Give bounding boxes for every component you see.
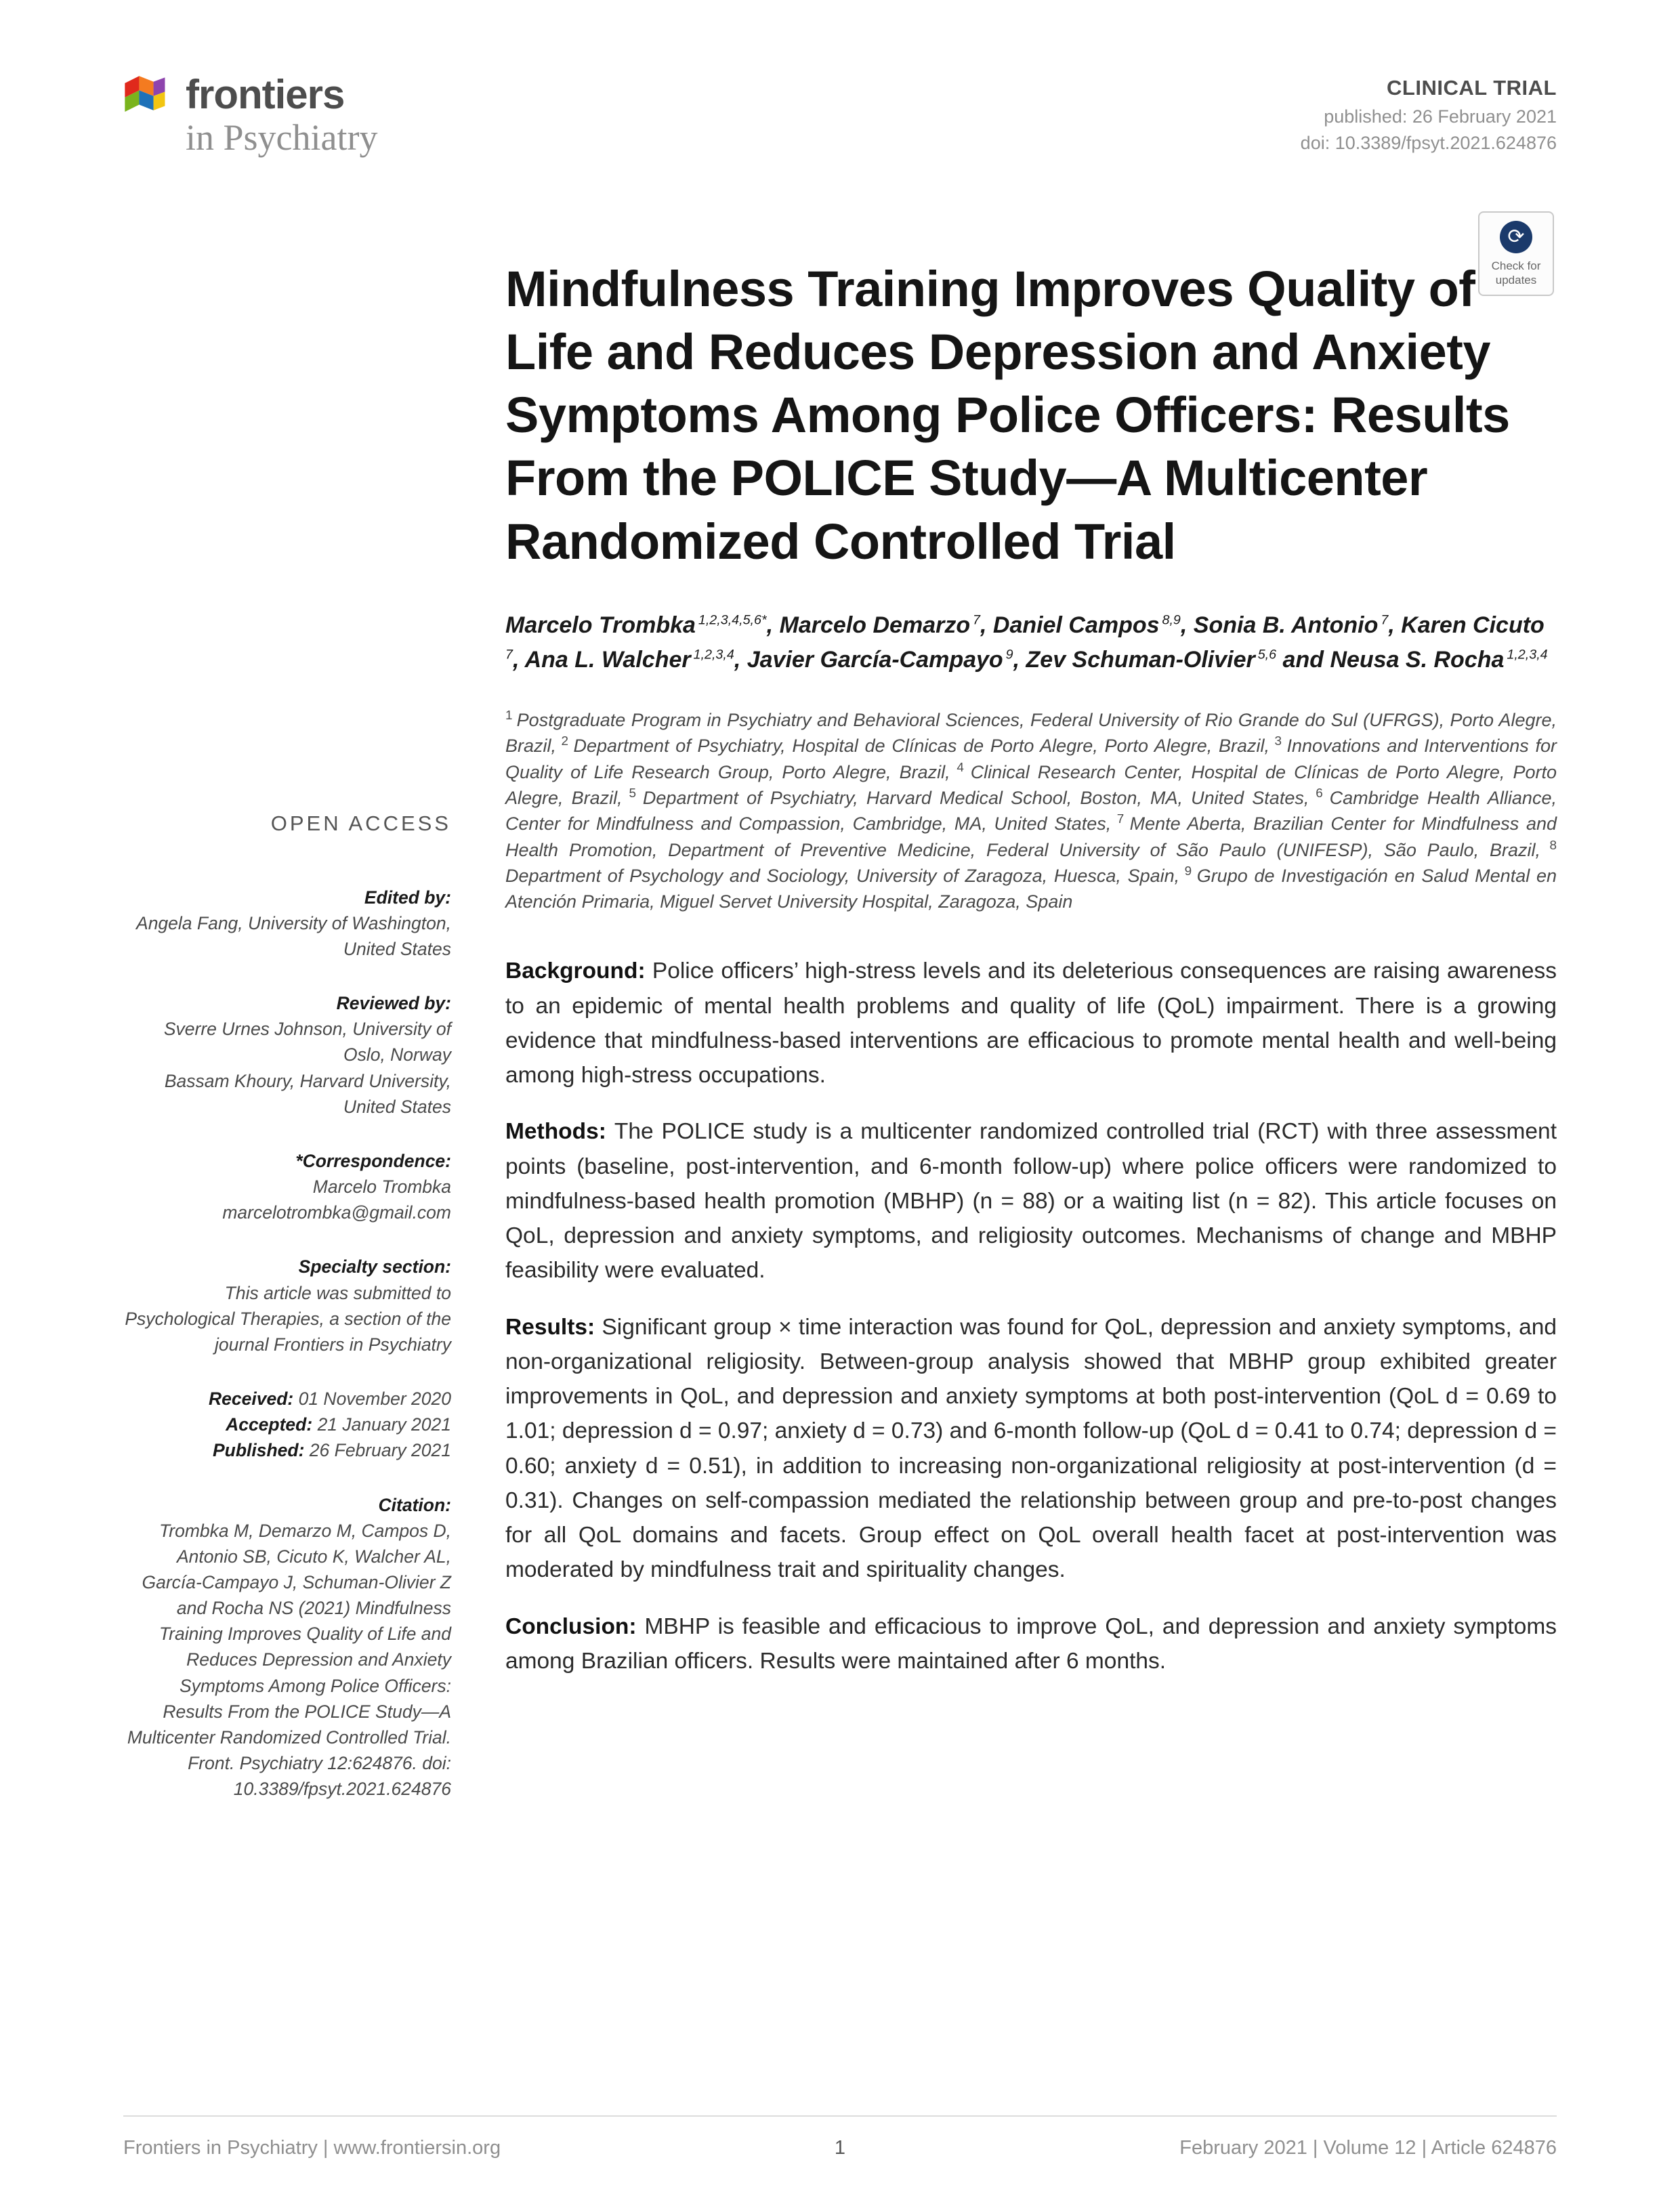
correspondence-block <box>121 1148 451 1225</box>
check-for-updates-label: Check for updates <box>1491 259 1541 287</box>
abstract <box>505 954 1557 1678</box>
citation-block <box>121 1492 451 1802</box>
abstract-paragraph: Methods: The POLICE study is a multicenter randomized controlled trial (RCT) with three assessment points (baseline, post-intervention, and 6-month follow-up) where police officers were randomized to mindfulness-based health promotion (MBHP) (n = 88) or a waiting list (n = 82). This article focuses on QoL, depression and anxiety symptoms, and religiosity outcomes. Mechanisms of change and MBHP feasibility were evaluated. <box>505 1119 1557 1284</box>
author-list: Marcelo Trombka $^{1,2,3,4,5,6*}$, Marcelo Demarzo $^7$, Daniel Campos $^{8,9}$, Sonia B. Antonio $^7$, Karen Cicuto $^7$, Ana L. Walcher $^{1,2,3,4}$, Javier García-Campayo $^9$, Zev Schuman-Olivier $^{5,6}$ and Neusa S. Rocha $^{1,2,3,4}$ <box>505 612 1548 673</box>
reviewer: Sverre Urnes Johnson, University of Oslo, Norway <box>163 1019 451 1065</box>
reviewer: Bassam Khoury, Harvard University, United States <box>164 1070 451 1117</box>
author-name: Marcelo Trombka $^{1,2,3,4,5,6*}$ <box>505 612 767 638</box>
specialty-section-label: Specialty section: <box>298 1256 451 1277</box>
correspondence-email[interactable]: marcelotrombka@gmail.com <box>222 1202 451 1223</box>
article-type-label: CLINICAL TRIAL <box>1387 76 1557 100</box>
journal-wordmark <box>186 73 377 157</box>
edited-by-label: Edited by: <box>364 887 451 908</box>
doi-line[interactable]: doi: 10.3389/fpsyt.2021.624876 <box>1300 133 1557 154</box>
author-name: Sonia B. Antonio $^7$ <box>1193 612 1389 638</box>
received-value: 01 November 2020 <box>298 1389 451 1410</box>
accepted-line <box>121 1412 451 1437</box>
citation-text: Trombka M, Demarzo M, Campos D, Antonio SB, Cicuto K, Walcher AL, García-Campayo J, Schuman-Olivier Z and Rocha NS (2021) Mindfulness Training Improves Quality of Life and Reduces Depression and Anxiety Symptoms Among Police Officers: Results From the POLICE Study—A Multicenter Randomized Controlled Trial. Front. Psychiatry 12:624876. doi: 10.3389/fpsyt.2021.624876 <box>127 1520 451 1800</box>
article-main-column <box>505 257 1557 1701</box>
author-name: Karen Cicuto $^7$ <box>505 612 1547 662</box>
page-number: 1 <box>834 2137 846 2159</box>
published-date-line: published: 26 February 2021 <box>1324 106 1557 127</box>
header-meta <box>1301 73 1557 156</box>
dates-block <box>121 1386 451 1463</box>
accepted-label: Accepted: <box>226 1414 313 1435</box>
author-name: Marcelo Demarzo $^7$ <box>779 612 981 638</box>
page-footer <box>123 2115 1557 2159</box>
frontiers-brand <box>121 73 377 157</box>
received-label: Received: <box>209 1389 294 1410</box>
citation-label: Citation: <box>378 1494 451 1515</box>
correspondence-name: Marcelo Trombka <box>312 1177 451 1198</box>
author-name: Neusa S. Rocha $^{1,2,3,4}$ <box>1330 646 1548 673</box>
reviewed-by-label: Reviewed by: <box>336 993 451 1014</box>
page-header <box>0 0 1680 157</box>
check-for-updates-badge[interactable] <box>1478 211 1554 296</box>
reviewed-by-block <box>121 990 451 1120</box>
correspondence-label: *Correspondence: <box>295 1150 451 1171</box>
author-name: Ana L. Walcher $^{1,2,3,4}$ <box>524 646 734 673</box>
content-columns <box>0 257 1680 1831</box>
footer-issue-info: February 2021 | Volume 12 | Article 624876 <box>1179 2137 1557 2159</box>
article-title: Mindfulness Training Improves Quality of Life and Reduces Depression and Anxiety Symptoms Among Police Officers: Results From the POLICE Study—A Multicenter Randomized Controlled Trial <box>505 260 1510 570</box>
reviewed-by-list <box>121 1016 451 1120</box>
open-access-label: OPEN ACCESS <box>270 811 451 835</box>
received-line <box>121 1386 451 1412</box>
specialty-section-text: This article was submitted to Psychological Therapies, a section of the journal Frontiers in Psychiatry <box>125 1282 451 1355</box>
affiliations: $^1$ Postgraduate Program in Psychiatry and Behavioral Sciences, Federal University of Rio Grande do Sul (UFRGS), Porto Alegre, Brazil, $^2$ Department of Psychiatry, Hospital de Clínicas de Porto Alegre, Porto Alegre, Brazil, $^3$ Innovations and Interventions for Quality of Life Research Group, Porto Alegre, Brazil, $^4$ Clinical Research Center, Hospital de Clínicas de Porto Alegre, Porto Alegre, Brazil, $^5$ Department of Psychiatry, Harvard Medical School, Boston, MA, United States, $^6$ Cambridge Health Alliance, Center for Mindfulness and Compassion, Cambridge, MA, United States, $^7$ Mente Aberta, Brazilian Center for Mindfulness and Health Promotion, Department of Preventive Medicine, Federal University of São Paulo (UNIFESP), São Paulo, Brazil, $^8$ Department of Psychology and Sociology, University of Zaragoza, Huesca, Spain, $^9$ Grupo de Investigación en Salud Mental en Atención Primaria, Miguel Servet University Hospital, Zaragoza, Spain <box>505 708 1557 912</box>
edited-by-value: Angela Fang, University of Washington, United States <box>136 912 451 959</box>
author-name: Javier García-Campayo $^9$ <box>747 646 1013 673</box>
frontiers-logo-icon <box>121 73 172 125</box>
journal-subname: in Psychiatry <box>186 117 378 158</box>
author-name: Zev Schuman-Olivier $^{5,6}$ <box>1026 646 1277 673</box>
footer-journal-url[interactable]: Frontiers in Psychiatry | www.frontiersin.org <box>123 2137 501 2159</box>
abstract-paragraph: Results: Significant group × time interaction was found for QoL, depression and anxiety symptoms, and non-organizational religiosity. Between-group analysis showed that MBHP group exhibited greater improvements in QoL, and depression and anxiety symptoms at both post-intervention (QoL d = 0.69 to 1.01; depression d = 0.97; anxiety d = 0.73) and 6-month follow-up (QoL d = 0.41 to 0.74; depression d = 0.60; anxiety d = 0.51), in addition to increasing non-organizational religiosity at post-intervention (d = 0.31). Changes on self-compassion mediated the relationship between group and pre-to-post changes for all QoL domains and facets. Group effect on QoL overall health facet at post-intervention was moderated by mindfulness trait and spirituality changes. <box>505 1314 1557 1583</box>
crossmark-icon: ⟳ <box>1500 221 1532 253</box>
specialty-section-block <box>121 1254 451 1357</box>
abstract-paragraph: Background: Police officers’ high-stress levels and its deleterious consequences are raising awareness to an epidemic of mental health problems and quality of life (QoL) impairment. There is a growing evidence that mindfulness-based interventions are efficacious to promote mental health and well-being among high-stress occupations. <box>505 958 1557 1088</box>
accepted-value: 21 January 2021 <box>317 1414 451 1435</box>
published-value: 26 February 2021 <box>309 1440 451 1461</box>
journal-name: frontiers <box>186 72 345 117</box>
published-label: Published: <box>212 1440 305 1461</box>
published-line <box>121 1437 451 1463</box>
author-name: Daniel Campos $^{8,9}$ <box>992 612 1181 638</box>
article-sidebar <box>121 811 451 1831</box>
abstract-paragraph: Conclusion: MBHP is feasible and efficacious to improve QoL, and depression and anxiety symptoms among Brazilian officers. Results were maintained after 6 months. <box>505 1613 1557 1674</box>
edited-by-block <box>121 885 451 962</box>
